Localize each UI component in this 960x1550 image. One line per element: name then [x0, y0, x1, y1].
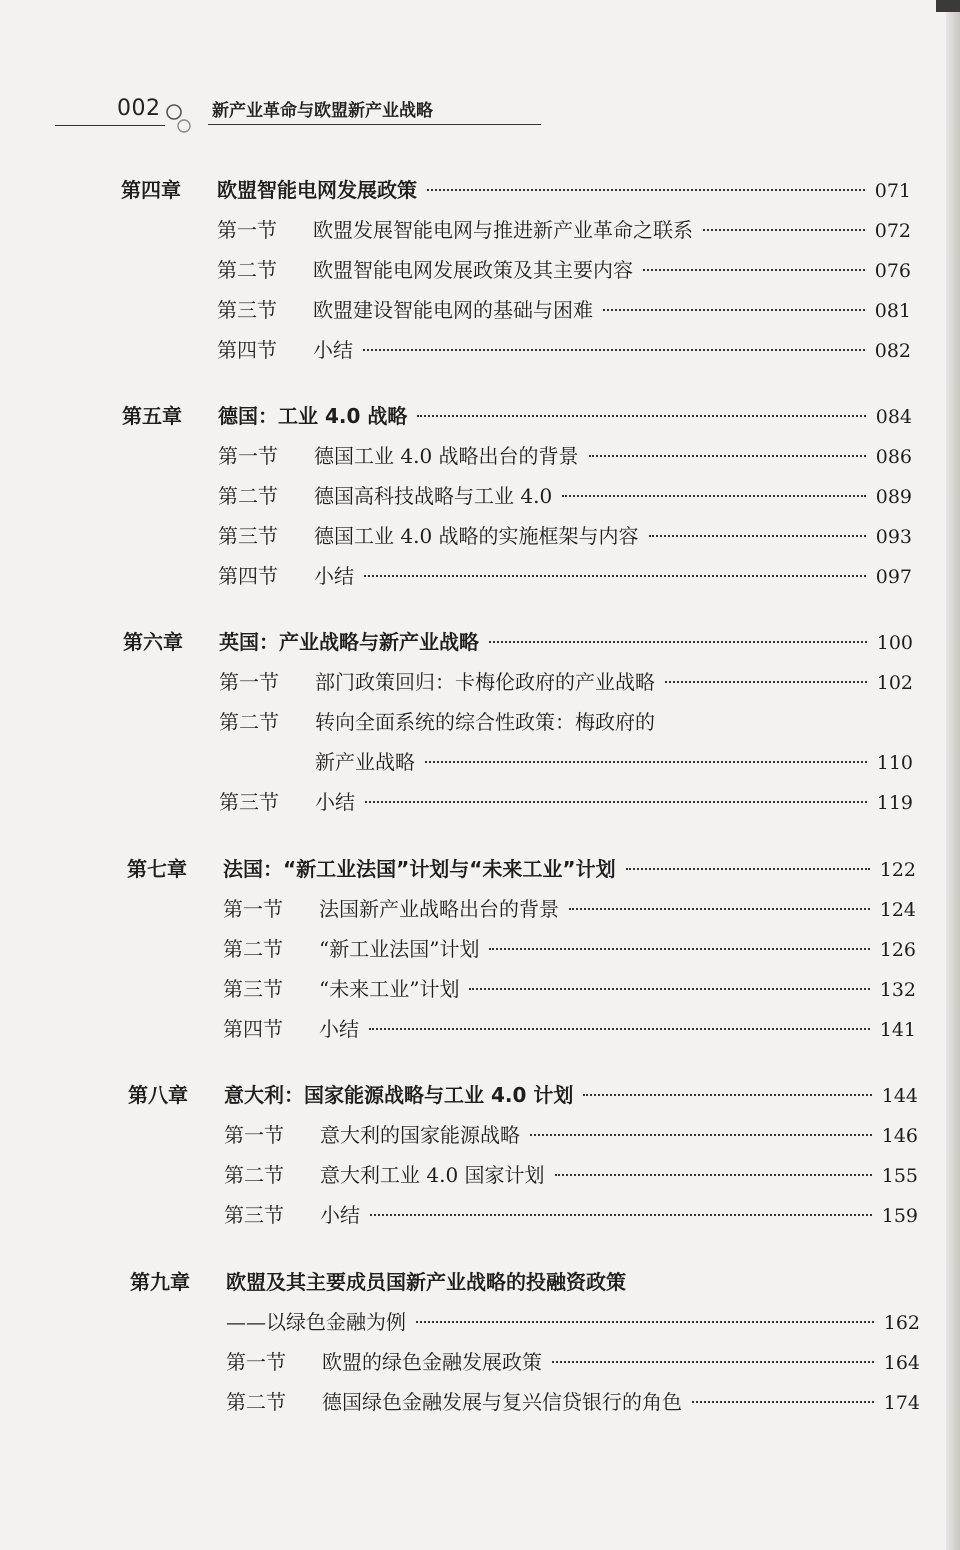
chapter-label: 第五章: [122, 404, 182, 428]
section-page: 102: [876, 672, 913, 694]
toc-chapter-5[interactable]: [122, 400, 912, 430]
toc-section[interactable]: [223, 973, 916, 1003]
chapter-label: 第八章: [128, 1083, 188, 1107]
toc-chapter-7[interactable]: [127, 853, 916, 883]
toc-section[interactable]: [226, 1386, 920, 1416]
header-book-title: 新产业革命与欧盟新产业战略: [212, 101, 433, 121]
section-label: 第四节: [217, 338, 277, 362]
toc-section[interactable]: [219, 786, 913, 816]
section-label: 第二节: [226, 1390, 286, 1414]
section-title: 小结: [313, 338, 353, 362]
section-label: 第四节: [223, 1017, 283, 1041]
toc-chapter-9[interactable]: [130, 1266, 920, 1296]
section-title: 欧盟的绿色金融发展政策: [322, 1350, 542, 1374]
section-label: 第一节: [219, 670, 279, 694]
section-title: 意大利工业 4.0 国家计划: [320, 1163, 545, 1187]
section-label: 第二节: [223, 937, 283, 961]
section-page: 076: [874, 260, 911, 282]
toc-section[interactable]: [224, 1199, 918, 1229]
section-title: 德国工业 4.0 战略的实施框架与内容: [314, 524, 639, 548]
chapter-title: 英国：产业战略与新产业战略: [219, 630, 479, 654]
toc-section[interactable]: [219, 666, 913, 696]
section-label: 第三节: [223, 977, 283, 1001]
dot-leader: [703, 229, 865, 231]
dot-leader: [552, 1361, 874, 1363]
dot-leader: [555, 1174, 872, 1176]
section-title: “未来工业”计划: [319, 977, 460, 1001]
toc-section-continuation[interactable]: [219, 746, 913, 776]
section-title: 德国绿色金融发展与复兴信贷银行的角色: [322, 1390, 682, 1414]
section-label: 第一节: [217, 218, 277, 242]
dot-leader: [370, 1214, 872, 1216]
dot-leader: [425, 761, 867, 763]
dot-leader: [364, 575, 866, 577]
section-label: 第三节: [224, 1203, 284, 1227]
chapter-title: 意大利：国家能源战略与工业 4.0 计划: [224, 1083, 574, 1107]
toc-chapter-subtitle[interactable]: [226, 1306, 920, 1336]
section-title: 欧盟建设智能电网的基础与困难: [313, 298, 593, 322]
toc-chapter-4[interactable]: [121, 174, 911, 204]
section-page: 086: [875, 446, 912, 468]
chapter-page: 100: [876, 632, 913, 654]
dot-leader: [469, 988, 869, 990]
dot-leader: [489, 948, 869, 950]
section-title: 欧盟发展智能电网与推进新产业革命之联系: [313, 218, 693, 242]
dot-leader: [589, 455, 866, 457]
dot-leader: [643, 269, 865, 271]
chapter-title: 德国：工业 4.0 战略: [218, 404, 408, 428]
chapter-title: 法国：“新工业法国”计划与“未来工业”计划: [223, 857, 616, 881]
dot-leader: [649, 535, 866, 537]
section-label: 第二节: [219, 710, 279, 734]
dot-leader: [569, 908, 870, 910]
section-label: 第二节: [217, 258, 277, 282]
section-page: 141: [879, 1019, 916, 1041]
dot-leader: [692, 1401, 874, 1403]
section-page: 110: [876, 752, 913, 774]
section-label: 第一节: [224, 1123, 284, 1147]
dot-leader: [530, 1134, 872, 1136]
section-title: 部门政策回归：卡梅伦政府的产业战略: [315, 670, 655, 694]
dot-leader: [583, 1094, 871, 1096]
section-title-continuation: 新产业战略: [315, 750, 415, 774]
section-title: 转向全面系统的综合性政策：梅政府的: [315, 710, 655, 734]
toc-section[interactable]: [217, 294, 911, 324]
chapter-page: 122: [879, 859, 916, 881]
dot-leader: [417, 415, 865, 417]
toc-section[interactable]: [217, 214, 911, 244]
section-page: 072: [874, 220, 911, 242]
header-page-number: 002: [117, 96, 161, 121]
toc-section[interactable]: [223, 1013, 916, 1043]
chapter-label: 第七章: [127, 857, 187, 881]
section-page: 174: [883, 1392, 920, 1414]
toc-section[interactable]: [224, 1159, 918, 1189]
section-page: 089: [875, 486, 912, 508]
dot-leader: [603, 309, 865, 311]
chapter-page: 084: [875, 406, 912, 428]
dot-leader: [369, 1028, 870, 1030]
section-title: 小结: [319, 1017, 359, 1041]
section-title: 小结: [320, 1203, 360, 1227]
section-title: 小结: [315, 790, 355, 814]
section-label: 第二节: [224, 1163, 284, 1187]
chapter-page: 144: [881, 1085, 918, 1107]
section-title: 德国高科技战略与工业 4.0: [314, 484, 553, 508]
toc-chapter-8[interactable]: [128, 1079, 918, 1109]
section-label: 第四节: [218, 564, 278, 588]
section-label: 第三节: [218, 524, 278, 548]
section-title: 德国工业 4.0 战略出台的背景: [314, 444, 579, 468]
section-page: 164: [883, 1352, 920, 1374]
section-label: 第三节: [219, 790, 279, 814]
toc-section[interactable]: [217, 254, 911, 284]
toc-section[interactable]: [223, 893, 916, 923]
section-title: “新工业法国”计划: [319, 937, 480, 961]
dot-leader: [665, 681, 867, 683]
chapter-subtitle: ——以绿色金融为例: [226, 1310, 406, 1334]
toc-section[interactable]: [218, 480, 912, 510]
chapter-label: 第四章: [121, 178, 181, 202]
section-page: 146: [881, 1125, 918, 1147]
section-label: 第一节: [218, 444, 278, 468]
toc-section[interactable]: [218, 440, 912, 470]
toc-section[interactable]: [223, 933, 916, 963]
dot-leader: [427, 189, 865, 191]
section-title: 小结: [314, 564, 354, 588]
section-page: 124: [879, 899, 916, 921]
section-label: 第一节: [226, 1350, 286, 1374]
chapter-label: 第九章: [130, 1270, 190, 1294]
dot-leader: [626, 868, 870, 870]
chapter-label: 第六章: [123, 630, 183, 654]
dot-leader: [489, 641, 867, 643]
section-title: 欧盟智能电网发展政策及其主要内容: [313, 258, 633, 282]
toc-chapter-6[interactable]: [123, 626, 913, 656]
section-label: 第二节: [218, 484, 278, 508]
section-page: 159: [881, 1205, 918, 1227]
section-page: 082: [874, 340, 911, 362]
section-page: 097: [875, 566, 912, 588]
section-page: 081: [874, 300, 911, 322]
section-label: 第一节: [223, 897, 283, 921]
dot-leader: [562, 495, 866, 497]
toc-section[interactable]: [217, 334, 911, 364]
section-label: 第三节: [217, 298, 277, 322]
toc-section[interactable]: [224, 1119, 918, 1149]
section-page: 155: [881, 1165, 918, 1187]
section-title: 意大利的国家能源战略: [320, 1123, 520, 1147]
section-page: 119: [876, 792, 913, 814]
chapter-page: 071: [874, 180, 911, 202]
chapter-title: 欧盟智能电网发展政策: [217, 178, 417, 202]
chapter-page: 162: [883, 1312, 920, 1334]
chapter-title: 欧盟及其主要成员国新产业战略的投融资政策: [226, 1270, 626, 1294]
toc-section[interactable]: [226, 1346, 920, 1376]
toc-section[interactable]: [219, 706, 913, 736]
dot-leader: [363, 349, 865, 351]
dot-leader: [416, 1321, 874, 1323]
section-page: 126: [879, 939, 916, 961]
dot-leader: [365, 801, 867, 803]
section-page: 132: [879, 979, 916, 1001]
section-title: 法国新产业战略出台的背景: [319, 897, 559, 921]
toc-section[interactable]: [218, 520, 912, 550]
toc-section[interactable]: [218, 560, 912, 590]
section-page: 093: [875, 526, 912, 548]
